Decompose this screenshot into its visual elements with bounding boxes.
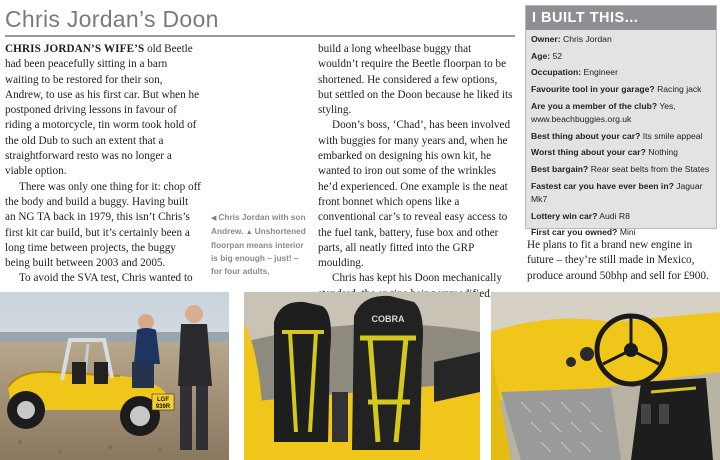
qa-answer: Nothing — [648, 147, 678, 158]
photo-caption — [211, 211, 307, 278]
qa-item — [531, 130, 710, 143]
qa-item — [531, 146, 710, 159]
qa-question: Favourite tool in your garage? — [531, 84, 655, 95]
photo-buggy-owners-image — [0, 292, 229, 460]
photo-interior-dash — [491, 292, 720, 460]
qa-question: Occupation: — [531, 67, 582, 78]
photo-cobra-seats — [244, 292, 480, 460]
qa-question: Lottery win car? — [531, 210, 598, 221]
qa-item — [531, 210, 710, 223]
qa-answer: Its smile appeal — [642, 130, 703, 141]
qa-question: Best bargain? — [531, 164, 589, 175]
qa-answer: Yes, www.beachbuggies.org.uk — [531, 100, 676, 125]
paragraph-4: build a long wheelbase buggy that wouldn’t require the Beetle floorpan to be shortened. He considered a few options, but settled on the Doon because he liked its styling. — [318, 43, 513, 117]
qa-answer: Engineer — [583, 67, 618, 78]
qa-answer: Audi R8 — [599, 210, 630, 221]
photo-cobra-seats-image — [244, 292, 480, 460]
qa-question: First car you owned? — [531, 227, 618, 238]
paragraph-2: There was only one thing for it: chop off the body and build a buggy. Having built an NG TA back in 1979, this isn’t Chris’s first kit car build, but it’s certainly been a long time between projects, the buggy being built between 2003 and 2005. — [5, 180, 201, 270]
qa-question: Fastest car you have ever been in? — [531, 180, 674, 191]
number-plate-line-2: 939R — [155, 404, 171, 410]
closing-paragraph: He plans to fit a brand new engine in future – they’re still made in Mexico, produce around 50bhp and sell for £900. — [527, 239, 709, 282]
number-plate-line-1: LGF — [157, 397, 169, 403]
caption-text-2: Unshortened floorpan means interior is big enough – just! – for four adults. — [211, 226, 306, 276]
photo-buggy-owners — [0, 292, 229, 460]
caption-text-1: Chris Jordan with son Andrew. — [211, 212, 306, 236]
photo-interior-dash-image — [491, 292, 720, 460]
qa-answer: Racing jack — [657, 84, 702, 95]
qa-question: Worst thing about your car? — [531, 147, 646, 158]
qa-item — [531, 163, 710, 176]
qa-item — [531, 83, 710, 96]
qa-answer: Mini — [619, 227, 636, 238]
qa-answer: Chris Jordan — [563, 34, 612, 44]
paragraph-1 — [5, 42, 201, 180]
qa-question: Best thing about your car? — [531, 130, 641, 141]
paragraph-6: Chris has kept his Doon mechanically — [332, 272, 502, 285]
qa-question: Are you a member of the club? — [531, 100, 658, 111]
qa-answer: Rear seat belts from the States — [590, 164, 710, 175]
article-title-bar — [5, 3, 515, 37]
qa-item — [531, 180, 710, 206]
lead-in: CHRIS JORDAN’S WIFE’S — [5, 43, 145, 55]
qa-item — [531, 100, 710, 126]
caption-arrow-icon-2: ▲ — [245, 229, 253, 236]
qa-list — [526, 30, 716, 240]
qa-answer: Jaguar Mk7 — [531, 180, 703, 205]
text-column-2 — [318, 42, 514, 302]
article-title: Chris Jordan’s Doon — [5, 6, 219, 32]
i-built-this-box — [525, 5, 717, 238]
qa-item — [531, 66, 710, 79]
text-column-1 — [5, 42, 201, 287]
box-heading: I BUILT THIS... — [526, 6, 716, 30]
qa-item — [531, 50, 710, 63]
qa-question: Age: — [531, 50, 551, 61]
seat-brand-label: COBRA — [371, 314, 405, 324]
qa-item — [531, 33, 710, 46]
paragraph-5: Doon’s boss, ‘Chad’, has been involved with buggies for many years and, when he embarked on designing his own kit, he wanted to iron out some of the wrinkles he’d experienced. One example is the neat front bonnet which opens like a conventional car’s to reveal easy access to the fuel tank, battery, fuse box and other parts, all neatly fitted into the GRP moulding. — [318, 119, 511, 270]
qa-question: Owner: — [531, 34, 561, 44]
caption-arrow-icon: ◀ — [211, 215, 217, 222]
paragraph-3: To avoid the SVA test, Chris wanted to — [19, 272, 193, 285]
paragraph-1-text: old Beetle had been peacefully sitting in a barn waiting to be restored for their son, Andrew, to use as his first car. But when he postponed driving lessons in favour of riding a motorcycle, tin worm took hold of the old Dub to such an extent that a straightforward resto was no longer a viable option. — [5, 43, 200, 178]
qa-answer: 52 — [552, 50, 563, 61]
